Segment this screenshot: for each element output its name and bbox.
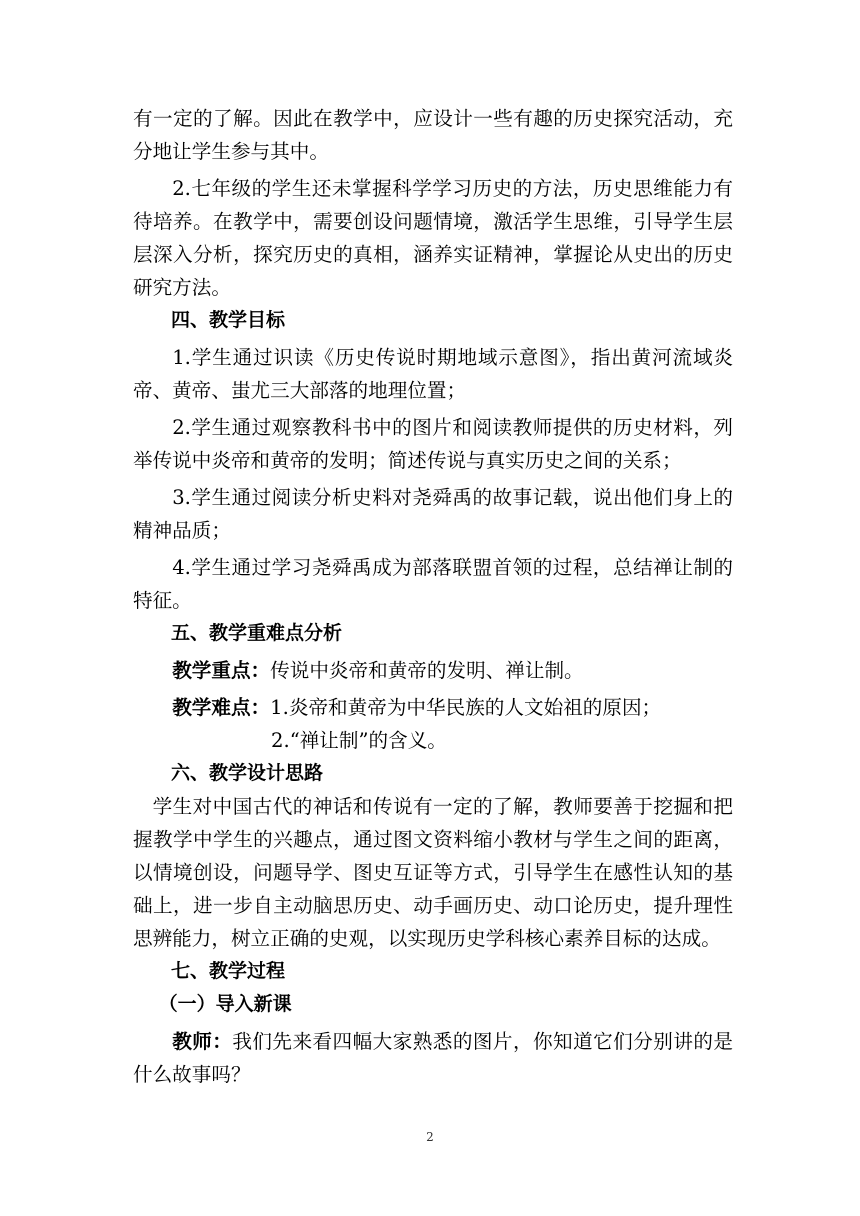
paragraph-continued: 有一定的了解。因此在教学中，应设计一些有趣的历史探究活动，充分地让学生参与其中。 — [133, 107, 733, 163]
section-heading-design-idea: 六、教学设计思路 — [171, 762, 324, 784]
difficult-point-line — [133, 691, 733, 724]
design-idea-paragraph: 学生对中国古代的神话和传说有一定的了解，教师要善于挖掘和把握教学中学生的兴趣点，通过图文资料缩小教材与学生之间的距离，以情境创设，问题导学、图史互证等方式，引导学生在感性认知的基础上，进一步自主动脑思历史、动手画历史、动口论历史，提升理性思辨能力，树立正确的史观，以实现历史学科核心素养目标的达成。 — [133, 795, 733, 950]
teacher-label: 教师： — [172, 1030, 233, 1053]
teacher-line — [133, 1025, 733, 1091]
goal-item-1: 1.学生通过识读《历史传说时期地域示意图》，指出黄河流域炎帝、黄帝、蚩尤三大部落的地理位置； — [133, 346, 733, 402]
page-number: 2 — [426, 1130, 434, 1144]
sub-heading-introduction: （一）导入新课 — [158, 993, 292, 1015]
difficult-point-2: 2.“禅让制”的含义。 — [271, 729, 447, 752]
section-heading-teaching-goals: 四、教学目标 — [171, 309, 286, 331]
difficult-point-label: 教学难点： — [172, 696, 271, 719]
paragraph-student-analysis-2: 2.七年级的学生还未掌握科学学习历史的方法，历史思维能力有待培养。在教学中，需要创设问题情境，激活学生思维，引导学生层层深入分析，探究历史的真相，涵养实证精神，掌握论从史出的历史研究方法。 — [133, 177, 733, 299]
key-point-label: 教学重点： — [172, 659, 271, 682]
teacher-text: 我们先来看四幅大家熟悉的图片，你知道它们分别讲的是什么故事吗？ — [133, 1030, 734, 1086]
key-point-line — [133, 654, 733, 687]
section-heading-key-points: 五、教学重难点分析 — [171, 622, 343, 644]
goal-item-3: 3.学生通过阅读分析史料对尧舜禹的故事记载，说出他们身上的精神品质； — [133, 486, 733, 542]
difficult-point-1: 1.炎帝和黄帝为中华民族的人文始祖的原因； — [270, 696, 662, 719]
document-body — [133, 102, 733, 1091]
goal-item-2: 2.学生通过观察教科书中的图片和阅读教师提供的历史材料，列举传说中炎帝和黄帝的发明；简述传说与真实历史之间的关系； — [133, 416, 733, 472]
section-heading-teaching-process: 七、教学过程 — [171, 960, 286, 982]
goal-item-4: 4.学生通过学习尧舜禹成为部落联盟首领的过程，总结禅让制的特征。 — [133, 556, 733, 612]
key-point-text: 传说中炎帝和黄帝的发明、禅让制。 — [270, 659, 584, 682]
